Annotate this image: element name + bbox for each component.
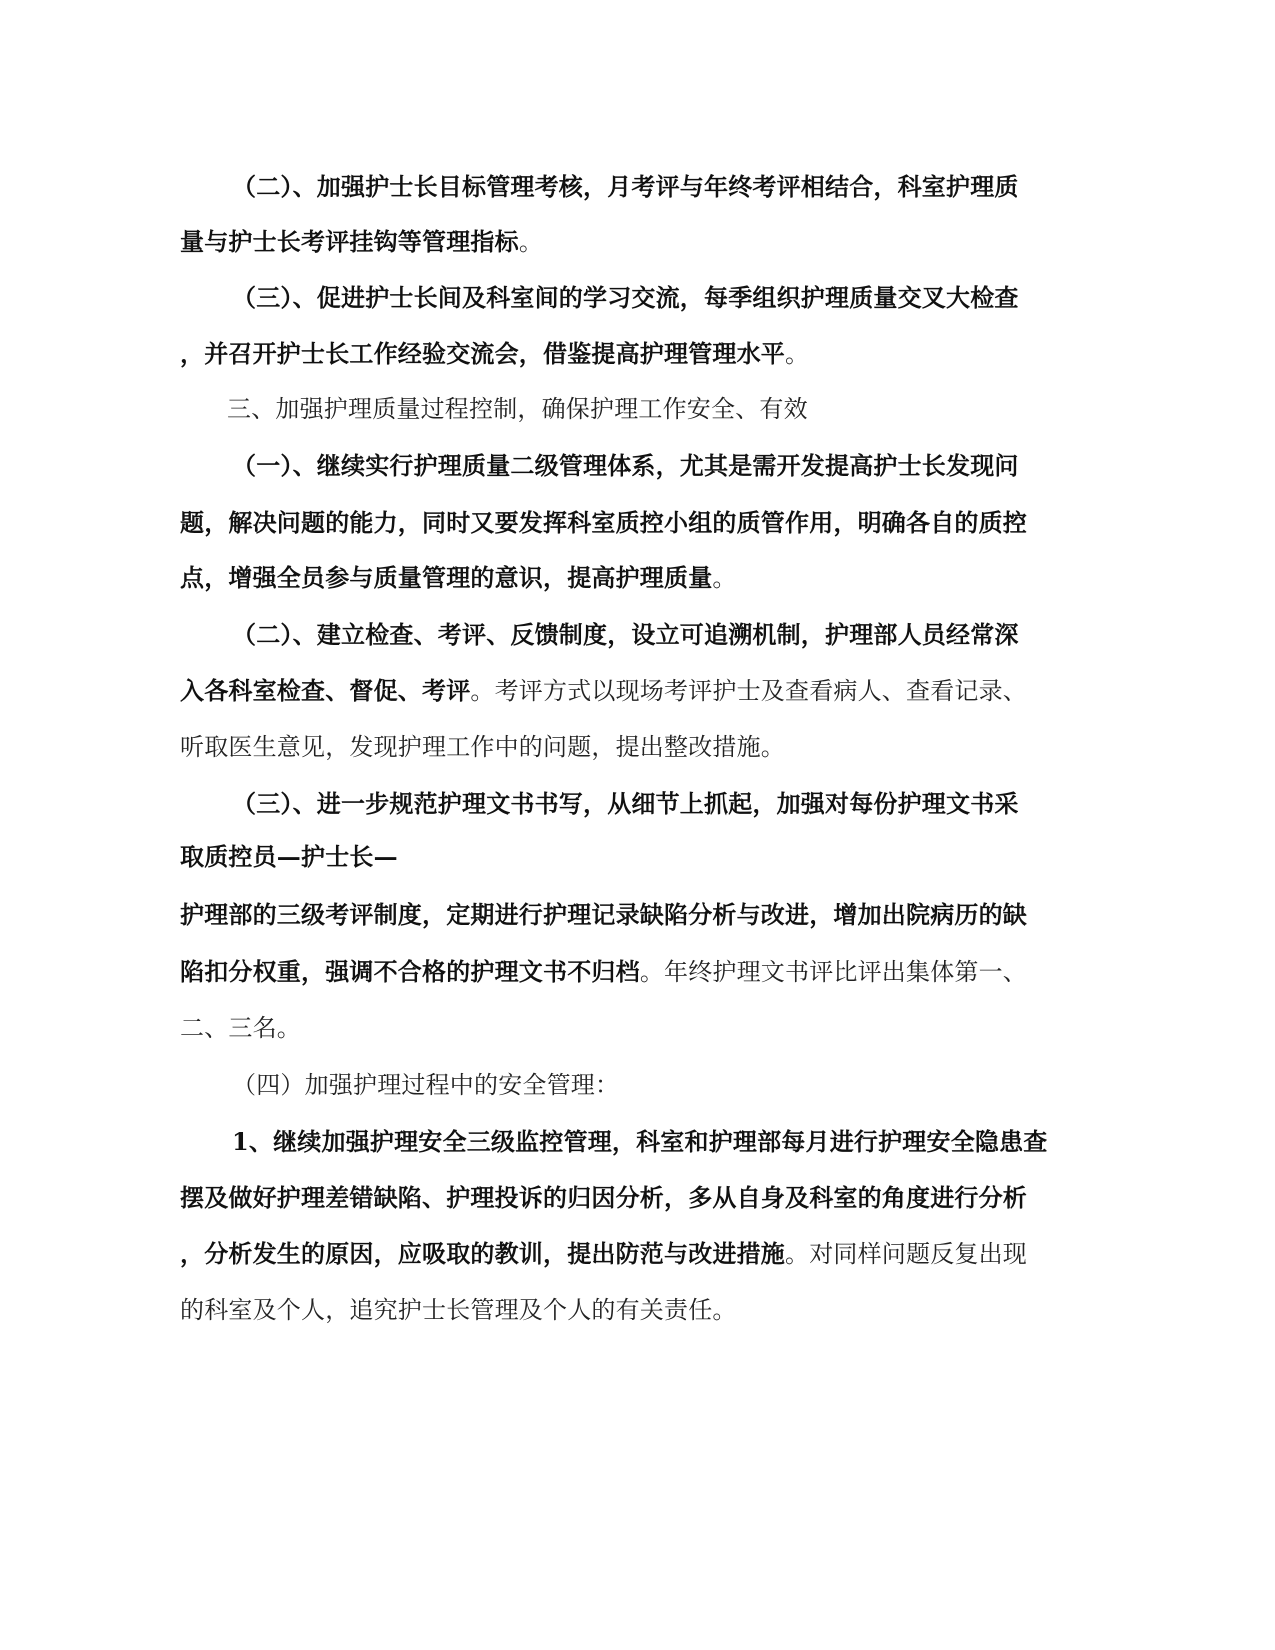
- text-run: （一）、继续实行护理质量二级管理体系，尤其是需开发提高护士长发现问: [232, 451, 1019, 480]
- text-run: ，分析发生的原因，应吸取的教训，提出防范与改进措施: [180, 1239, 785, 1268]
- paragraph-8-line-3: [180, 1239, 1027, 1269]
- text-run: 听取医生意见，发现护理工作中的问题，提出整改措施。: [180, 733, 785, 761]
- paragraph-8-line-2: [180, 1183, 1027, 1213]
- text-run: 入各科室检查、督促、考评: [180, 676, 471, 705]
- paragraph-6-line-3: [180, 900, 1027, 930]
- paragraph-5-line-1: [232, 620, 1019, 650]
- text-run: 。对同样问题反复出现: [785, 1240, 1027, 1268]
- text-run: （四）加强护理过程中的安全管理：: [232, 1071, 620, 1099]
- text-run: 题，解决问题的能力，同时又要发挥科室质控小组的质管作用，明确各自的质控: [180, 508, 1027, 537]
- text-run: 。: [518, 228, 544, 256]
- text-run: 。: [785, 340, 810, 368]
- paragraph-2-line-1: [232, 283, 1019, 313]
- paragraph-7-line-1: [232, 1070, 619, 1100]
- paragraph-8-line-1: [232, 1127, 1048, 1157]
- text-run: 。: [712, 564, 737, 592]
- text-run: 。年终护理文书评比评出集体第一、: [639, 958, 1028, 986]
- text-run: 陷扣分权重，强调不合格的护理文书不归档: [180, 957, 640, 986]
- text-run: 。考评方式以现场考评护士及查看病人、查看记录、: [470, 677, 1028, 705]
- text-run: （三）、进一步规范护理文书书写，从细节上抓起，加强对每份护理文书采: [232, 789, 1019, 818]
- paragraph-4-line-2: [180, 508, 1027, 538]
- text-run: 1、继续加强护理安全三级监控管理，科室和护理部每月进行护理安全隐患查: [232, 1127, 1048, 1156]
- text-run: 点，增强全员参与质量管理的意识，提高护理质量: [180, 563, 713, 592]
- text-run: （二）、加强护士长目标管理考核，月考评与年终考评相结合，科室护理质: [232, 172, 1019, 201]
- paragraph-1-line-2: [180, 227, 543, 257]
- paragraph-6-line-1: [232, 789, 1019, 819]
- paragraph-6-line-2: [180, 842, 398, 872]
- text-run: 二、三名。: [180, 1014, 301, 1042]
- text-run: 的科室及个人，追究护士长管理及个人的有关责任。: [180, 1296, 737, 1324]
- paragraph-2-line-2: [180, 339, 809, 369]
- text-run: （三）、促进护士长间及科室间的学习交流，每季组织护理质量交叉大检查: [232, 283, 1019, 312]
- paragraph-5-line-2: [180, 676, 1027, 706]
- text-run: （二）、建立检查、考评、反馈制度，设立可追溯机制，护理部人员经常深: [232, 620, 1019, 649]
- text-run: 取质控员—护士长—: [180, 842, 398, 871]
- paragraph-4-line-1: [232, 451, 1019, 481]
- paragraph-5-line-3: [180, 732, 785, 762]
- paragraph-8-line-4: [180, 1295, 737, 1325]
- text-run: 量与护士长考评挂钩等管理指标: [180, 227, 519, 256]
- paragraph-4-line-3: [180, 563, 737, 593]
- text-run: 摆及做好护理差错缺陷、护理投诉的归因分析，多从自身及科室的角度进行分析: [180, 1183, 1027, 1212]
- paragraph-6-line-4: [180, 957, 1027, 987]
- text-run: 三、加强护理质量过程控制，确保护理工作安全、有效: [227, 395, 808, 423]
- text-run: 护理部的三级考评制度，定期进行护理记录缺陷分析与改进，增加出院病历的缺: [180, 900, 1027, 929]
- paragraph-6-line-5: [180, 1013, 301, 1043]
- text-run: ，并召开护士长工作经验交流会，借鉴提高护理管理水平: [180, 339, 785, 368]
- paragraph-1-line-1: [232, 172, 1019, 202]
- paragraph-3-line-1: [227, 394, 808, 424]
